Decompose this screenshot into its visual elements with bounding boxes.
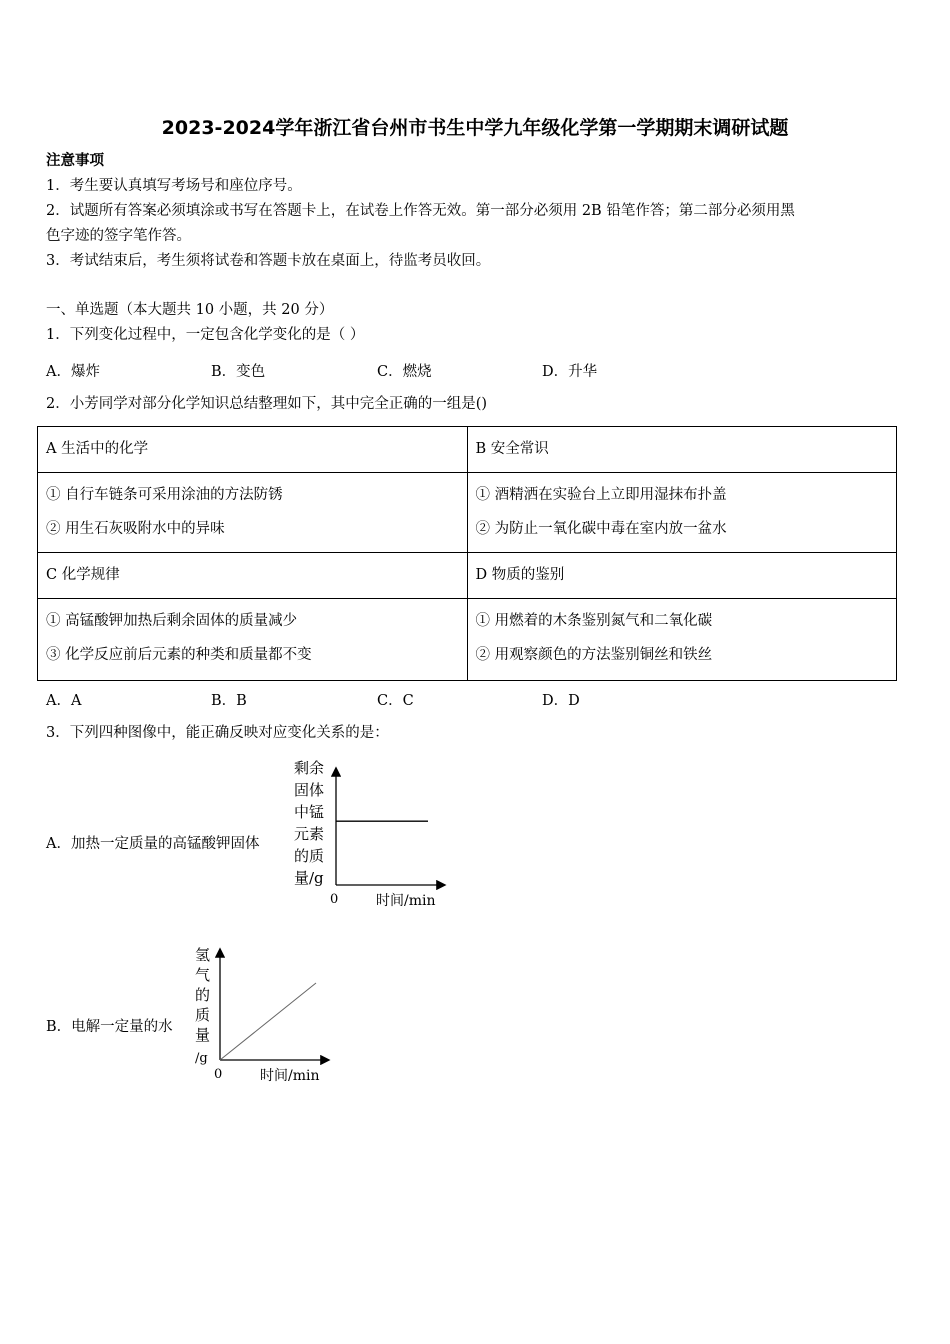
- table-cell-line: ① 用燃着的木条鉴别氮气和二氧化碳: [475, 613, 713, 629]
- notice-item: 3．考试结束后，考生须将试卷和答题卡放在桌面上，待监考员收回。: [46, 253, 491, 269]
- table-cell-b: [467, 473, 897, 553]
- q1-option-c[interactable]: C．燃烧: [377, 364, 432, 380]
- table-cell-a: [38, 473, 468, 553]
- table-cell-line: ③ 化学反应前后元素的种类和质量都不变: [46, 647, 312, 663]
- q1-option-a[interactable]: A．爆炸: [46, 364, 100, 380]
- graph-b-ylabel: 氢: [195, 946, 211, 964]
- graph-b: [190, 940, 340, 1090]
- graph-a-xlabel: 时间/min: [376, 893, 436, 909]
- notice-item: 1．考生要认真填写考场号和座位序号。: [46, 178, 302, 194]
- table-cell-line: ② 为防止一氧化碳中毒在室内放一盆水: [475, 521, 727, 537]
- table-cell-c: [38, 599, 468, 681]
- notice-item: 2．试题所有答案必须填涂或书写在答题卡上，在试卷上作答无效。第一部分必须用 2B 铅笔作答；第二部分必须用黑: [46, 203, 795, 219]
- graph-b-ylabel: /g: [195, 1051, 208, 1066]
- q2-option-d[interactable]: D．D: [542, 693, 580, 709]
- table-cell-line: ② 用观察颜色的方法鉴别铜丝和铁丝: [475, 647, 713, 663]
- graph-a-ylabel: 固体: [294, 781, 325, 799]
- table-cell-line: ② 用生石灰吸附水中的异味: [46, 521, 225, 537]
- table-cell-b-head: B 安全常识: [467, 427, 897, 473]
- graph-a-ylabel: 的质: [294, 847, 325, 865]
- question-3-stem: 3．下列四种图像中，能正确反映对应变化关系的是：: [46, 725, 389, 741]
- graph-b-ylabel: 量: [195, 1026, 211, 1044]
- q1-option-d[interactable]: D．升华: [542, 364, 598, 380]
- graph-b-origin: 0: [214, 1067, 223, 1082]
- graph-a-ylabel: 元素: [294, 825, 325, 843]
- graph-b-ylabel: 的: [195, 986, 211, 1004]
- page-title: 2023-2024学年浙江省台州市书生中学九年级化学第一学期期末调研试题: [161, 117, 789, 139]
- table-cell-c-head: C 化学规律: [38, 553, 468, 599]
- graph-b-ylabel: 气: [195, 966, 211, 984]
- table-cell-line: ① 酒精洒在实验台上立即用湿抹布扑盖: [475, 487, 727, 503]
- table-cell-line: ① 高锰酸钾加热后剩余固体的质量减少: [46, 613, 298, 629]
- q3-option-a[interactable]: A．加热一定质量的高锰酸钾固体: [46, 836, 260, 852]
- graph-a-ylabel: 剩余: [294, 759, 325, 777]
- knowledge-table: [37, 426, 897, 681]
- section-heading: 一、单选题（本大题共 10 小题，共 20 分）: [46, 302, 334, 318]
- graph-b-data-line: [220, 983, 316, 1060]
- notice-heading: 注意事项: [46, 152, 104, 169]
- table-cell-d-head: D 物质的鉴别: [467, 553, 897, 599]
- graph-b-xlabel: 时间/min: [260, 1068, 320, 1084]
- q2-option-c[interactable]: C．C: [377, 693, 414, 709]
- q2-option-a[interactable]: A．A: [46, 693, 82, 709]
- notice-item: 色字迹的签字笔作答。: [46, 228, 191, 244]
- graph-a-ylabel: 量/g: [294, 869, 324, 887]
- graph-a: [290, 755, 450, 915]
- q3-option-b[interactable]: B．电解一定量的水: [46, 1019, 173, 1035]
- table-cell-d: [467, 599, 897, 681]
- question-1-stem: 1．下列变化过程中，一定包含化学变化的是（ ）: [46, 327, 365, 343]
- question-2-stem: 2．小芳同学对部分化学知识总结整理如下，其中完全正确的一组是(): [46, 396, 488, 412]
- q2-option-b[interactable]: B．B: [211, 693, 247, 709]
- graph-b-ylabel: 质: [195, 1006, 211, 1024]
- graph-a-origin: 0: [330, 892, 339, 907]
- table-cell-line: ① 自行车链条可采用涂油的方法防锈: [46, 487, 283, 503]
- graph-a-ylabel: 中锰: [294, 803, 325, 821]
- q1-option-b[interactable]: B．变色: [211, 364, 266, 380]
- table-cell-a-head: A 生活中的化学: [38, 427, 468, 473]
